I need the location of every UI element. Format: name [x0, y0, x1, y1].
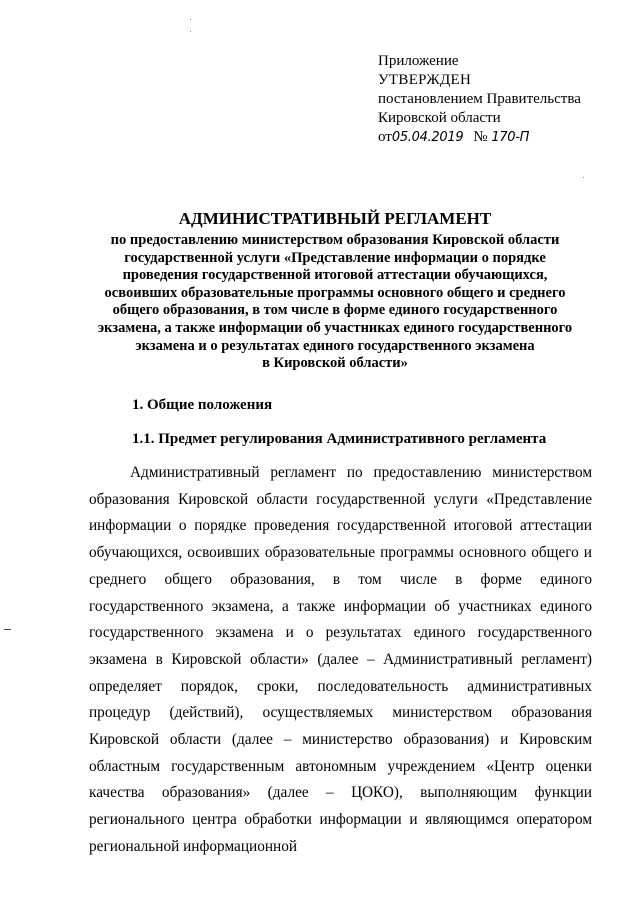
body-paragraph: Административный регламент по предоставлению министерством образования Кировской области государственной услуги «Представление информации о порядке проведения государственной итоговой аттестации обучающихся, освоивших образовательные программы основного общего и среднего общего образования, в том числе в форме единого государственного экзамена, а также информации об участниках единого государственного экзамена и о результатах единого государственного экзамена в Кировской области» (далее – Административный регламент) определяет порядок, сроки, последовательность административных процедур (действий), осуществляемых министерством образования Кировской области (далее – министерство образования) и Кировским областным государственным автономным учреждением «Центр оценки качества образования» (далее – ЦОКО), выполняющим функции регионального центра обработки информации и являющимся оператором региональной информационной	[89, 464, 592, 855]
handwritten-date: 05.04.2019	[391, 130, 464, 145]
handwritten-number: 170-П	[491, 130, 530, 145]
decree-date-number	[378, 128, 618, 147]
appendix-label: Приложение	[378, 53, 459, 69]
approved-label: УТВЕРЖДЕН	[378, 72, 472, 88]
decree-line-2: Кировской области	[378, 110, 501, 126]
margin-mark	[4, 629, 11, 630]
subtitle-line: в Кировской области»	[262, 355, 408, 372]
subtitle-line: экзамена и о результатах единого государственного экзамена	[135, 337, 535, 354]
scan-speck	[190, 31, 191, 32]
subsection-heading: 1.1. Предмет регулирования Административного регламента	[132, 431, 547, 447]
number-prefix: №	[473, 129, 488, 145]
document-title: АДМИНИСТРАТИВНЫЙ РЕГЛАМЕНТ	[178, 209, 492, 228]
approval-block	[378, 52, 618, 147]
section-heading: 1. Общие положения	[132, 397, 273, 413]
subtitle-line: по предоставлению министерством образования Кировской области	[110, 232, 560, 248]
title-block	[80, 209, 590, 373]
scan-speck	[190, 19, 191, 20]
subtitle-line: общего образования, в том числе в форме единого государственного	[112, 302, 558, 319]
subtitle-line: освоивших образовательные программы основного общего и среднего	[104, 284, 566, 301]
subtitle-line: проведения государственной итоговой аттестации обучающихся,	[122, 267, 548, 284]
subtitle-line: государственной услуги «Представление информации о порядке	[124, 249, 546, 266]
date-prefix: от	[378, 129, 392, 145]
decree-line-1: постановлением Правительства	[378, 91, 581, 107]
scan-speck	[583, 177, 584, 178]
subtitle-line: экзамена, а также информации об участниках единого государственного	[97, 319, 573, 336]
